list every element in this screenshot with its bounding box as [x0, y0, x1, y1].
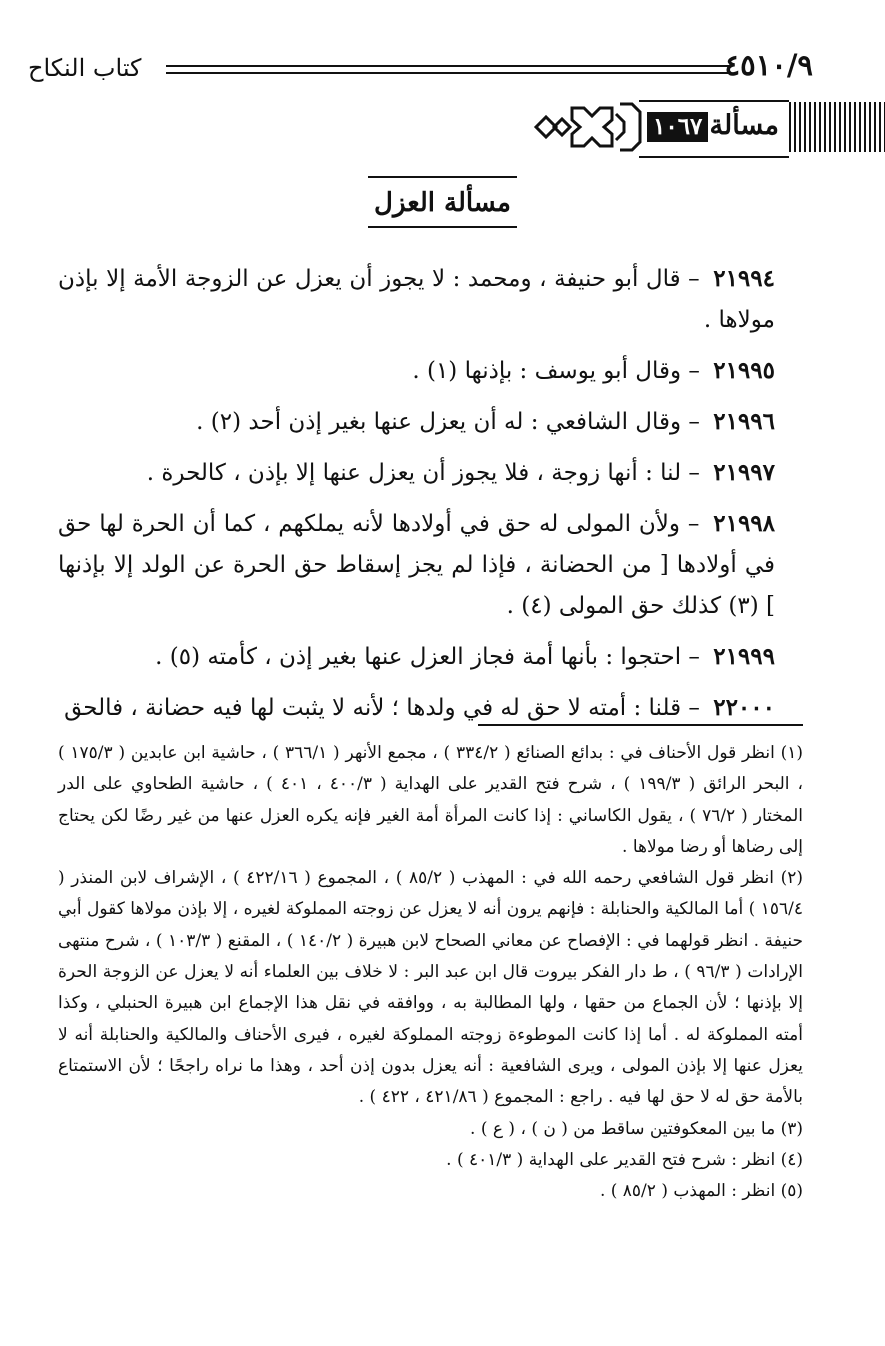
banner-box — [639, 100, 789, 158]
footnote: (٢) انظر قول الشافعي رحمه الله في : المهذب ( ٨٥/٢ ) ، المجموع ( ٤٢٢/١٦ ) ، الإشراف لابن المنذر ( ١٥٦/٤ ) أما المالكية والحنابلة : فإنهم يرون أنه لا يعزل عن زوجته المملوكة لغيره ، إلا بإذن مولاها كقول أبي حنيفة . انظر قولهما في : الإفصاح عن معاني الصحاح لابن هبيرة ( ١٤٠/٢ ) ، المقنع ( ١٠٣/٣ ) ، شرح منتهى الإرادات ( ٩٦/٣ ) ، ط دار الفكر بيروت قال ابن عبد البر : لا خلاف بين العلماء أنه لا يعزل عن الزوجة الحرة إلا بإذنها ؛ لأن الجماع من حقها ، ولها المطالبة به ، ووافقه في نقل هذا الإجماع ابن هبيرة الحنبلي ، وكذا أمته المملوكة له . أما إذا كانت الموطوءة زوجته المملوكة لغيره ، فيرى الأحناف والمالكية والحنابلة أنه لا يعزل عنها إلا بإذن المولى ، ويرى الشافعية : أنه يعزل بدون إذن أحد ، وهذا ما نراه راجحًا ؛ لأن الاستمتاع بالأمة حق له لا حق لها فيه . راجع : المجموع ( ٤٢١/٨٦ ، ٤٢٢ ) . — [58, 868, 804, 1108]
paragraph-number: ٢١٩٩٨ — [713, 510, 776, 537]
footnote-divider — [478, 724, 803, 726]
paragraph-number: ٢١٩٩٦ — [713, 408, 775, 435]
paragraph — [58, 452, 803, 494]
paragraph-text: – وقال الشافعي : له أن يعزل عنها بغير إذن أحد (٢) . — [196, 409, 700, 435]
footnote: (١) انظر قول الأحناف في : بدائع الصنائع ( ٣٣٤/٢ ) ، مجمع الأنهر ( ٣٦٦/١ ) ، حاشية ابن عابدين ( ١٧٥/٣ ) ، البحر الرائق ( ١٩٩/٣ ) ، شرح فتح القدير على الهداية ( ٤٠٠/٣ ، ٤٠١ ) ، حاشية الطحاوي على الدر المختار ( ٧٦/٢ ) ، يقول الكاساني : إذا كانت المرأة أمة الغير فإنه يكره العزل عنها من غير رضًا لكن يحتاج إلى رضاها أو رضا مولاها . — [58, 743, 803, 857]
section-title-text: مسألة العزل — [368, 176, 517, 228]
paragraph-text: – احتجوا : بأنها أمة فجاز العزل عنها بغير إذن ، كأمته (٥) . — [155, 644, 700, 670]
footnote: (٤) انظر : شرح فتح القدير على الهداية ( ٤٠١/٣ ) . — [446, 1149, 803, 1170]
paragraph — [58, 687, 803, 729]
page-number: ٤٥١٠/٩ — [724, 48, 813, 82]
paragraph — [58, 503, 803, 627]
issue-number: ١٠٦٧ — [647, 112, 708, 142]
section-title — [0, 176, 885, 228]
paragraph-number: ٢١٩٩٥ — [713, 357, 775, 384]
body-text — [58, 258, 803, 738]
footnotes — [58, 738, 803, 1207]
running-header — [28, 48, 813, 88]
paragraph-text: – قال أبو حنيفة ، ومحمد : لا يجوز أن يعزل عن الزوجة الأمة إلا بإذن مولاها . — [58, 266, 775, 333]
paragraph-text: – لنا : أنها زوجة ، فلا يجوز أن يعزل عنها إلا بإذن ، كالحرة . — [146, 460, 700, 486]
paragraph-number: ٢١٩٩٤ — [713, 265, 775, 292]
issue-label: مسألة — [709, 110, 779, 141]
paragraph-text: – ولأن المولى له حق في أولادها لأنه يملكهم ، كما أن الحرة لها حق في أولادها [ من الحضانة ، فإذا لم يجز إسقاط حق الحرة عن الولد إلا بإذنها ] (٣) كذلك حق المولى (٤) . — [58, 511, 775, 619]
paragraph — [58, 636, 803, 678]
paragraph-number: ٢١٩٩٩ — [713, 643, 775, 670]
paragraph — [58, 350, 803, 392]
paragraph — [58, 258, 803, 341]
paragraph-number: ٢٢٠٠٠ — [713, 694, 775, 721]
issue-banner — [532, 98, 885, 156]
paragraph-text: – قلنا : أمته لا حق له في ولدها ؛ لأنه لا يثبت لها فيه حضانة ، فالحق — [64, 695, 700, 721]
footnote: (٣) ما بين المعكوفتين ساقط من ( ن ) ، ( ع ) . — [470, 1118, 803, 1139]
header-double-rule — [166, 65, 731, 74]
paragraph-text: – وقال أبو يوسف : بإذنها (١) . — [412, 358, 700, 384]
geometric-ornament-icon — [532, 98, 642, 156]
paragraph — [58, 401, 803, 443]
footnote: (٥) انظر : المهذب ( ٨٥/٢ ) . — [599, 1181, 803, 1202]
banner-bars-ornament — [787, 102, 885, 152]
book-title: كتاب النكاح — [28, 54, 142, 82]
paragraph-number: ٢١٩٩٧ — [713, 459, 775, 486]
